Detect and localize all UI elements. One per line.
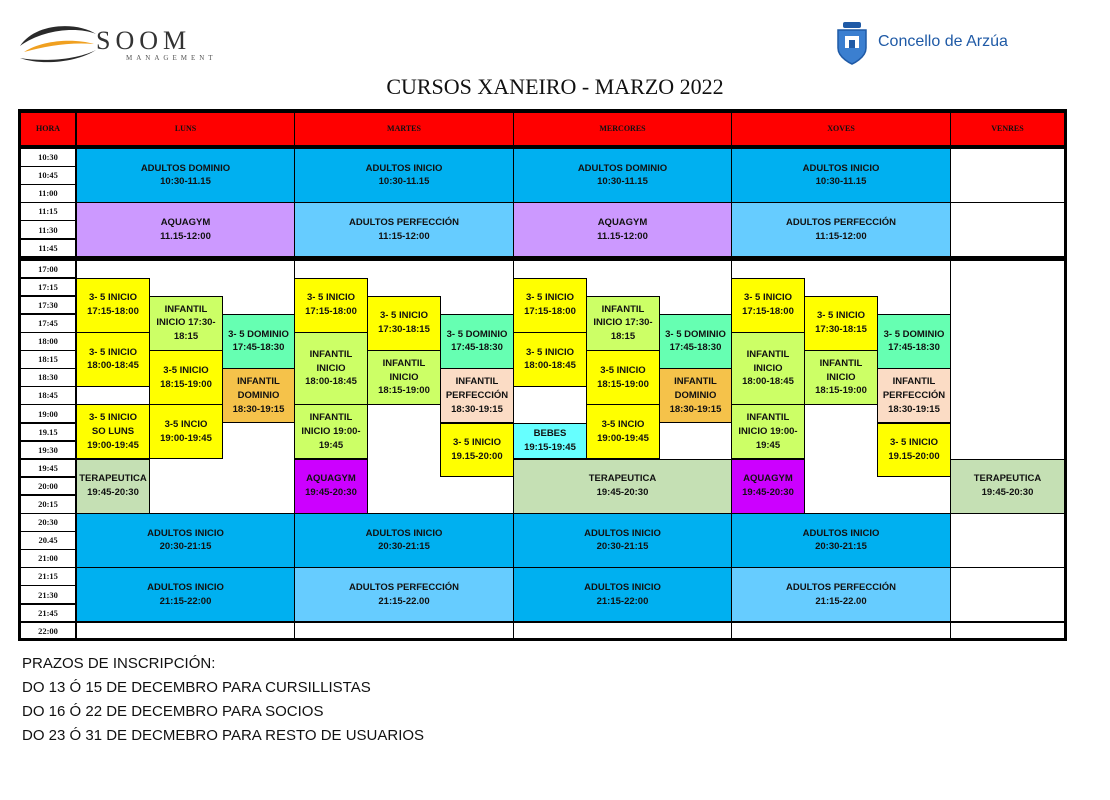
header-day-martes: MARTES <box>294 112 514 146</box>
class-terapeutica: TERAPEUTICA 19:45-20:30 <box>950 459 1065 514</box>
time-slot: 20:00 <box>20 477 76 496</box>
class-adultos-perfeccion: ADULTOS PERFECCIÓN 11:15-12:00 <box>294 202 514 257</box>
class-3-5-dominio: 3- 5 DOMINIO 17:45-18:30 <box>659 314 732 369</box>
class-3-5-inicio: 3- 5 INICIO 17:30-18:15 <box>367 296 441 351</box>
header-day-venres: VENRES <box>950 112 1065 146</box>
notice-heading: PRAZOS DE INSCRIPCIÓN: <box>22 655 216 672</box>
class-adultos-inicio: ADULTOS INICIO 20:30-21:15 <box>513 513 732 568</box>
class-infantil: INFANTIL INICIO 18:00-18:45 <box>294 332 368 405</box>
class-3-5-inicio: 3-5 INICIO 18:15-19:00 <box>149 350 223 405</box>
class-infantil: INFANTIL DOMINIO 18:30-19:15 <box>659 368 732 423</box>
class-3-5-inicio: 3- 5 INICIO 17:15-18:00 <box>76 278 150 333</box>
time-slot: 17:15 <box>20 278 76 297</box>
notice-line-cursillistas: DO 13 Ó 15 DE DECEMBRO PARA CURSILLISTAS <box>22 679 371 696</box>
class-adultos-dominio: ADULTOS DOMINIO 10:30-11.15 <box>76 148 295 203</box>
time-slot: 20:15 <box>20 495 76 514</box>
concello-name: Concello de Arzúa <box>878 33 1008 50</box>
class-infantil: INFANTIL DOMINIO 18:30-19:15 <box>222 368 295 423</box>
time-slot: 19:45 <box>20 459 76 478</box>
class-3-5-inicio: 3- 5 INICIO 18:00-18:45 <box>76 332 150 387</box>
time-slot: 10:45 <box>20 166 76 185</box>
soom-brand-text: SOOM <box>96 26 192 55</box>
class-3-5-dominio: 3- 5 DOMINIO 17:45-18:30 <box>440 314 514 369</box>
class-3-5-inicio: 3-5 INICIO 18:15-19:00 <box>586 350 660 405</box>
header-day-luns: LUNS <box>76 112 295 146</box>
time-slot: 17:00 <box>20 260 76 279</box>
time-slot: 18:45 <box>20 386 76 405</box>
class-3-5-incio: 3-5 INCIO 19:00-19:45 <box>149 404 223 459</box>
time-slot: 11:15 <box>20 202 76 221</box>
class-infantil: INFANTIL INICIO 18:15-19:00 <box>367 350 441 405</box>
registration-notice <box>22 652 424 748</box>
class-3-5-inicio: 3- 5 INICIO 17:15-18:00 <box>513 278 587 333</box>
class-terapeutica: TERAPEUTICA 19:45-20:30 <box>513 459 732 514</box>
time-slot: 18:15 <box>20 350 76 369</box>
class-3-5-inicio: 3- 5 INICIO 17:30-18:15 <box>804 296 878 351</box>
time-slot: 10:30 <box>20 148 76 167</box>
header-day-xoves: XOVES <box>731 112 951 146</box>
class-aquagym: AQUAGYM 11.15-12:00 <box>76 202 295 257</box>
time-slot: 21:15 <box>20 567 76 586</box>
time-slot: 11:00 <box>20 184 76 203</box>
class-3-5-inicio: 3- 5 INICIO 19.15-20:00 <box>440 423 514 478</box>
class-infantil: INFANTIL INICIO 19:00- 19:45 <box>731 404 805 459</box>
time-slot: 21:30 <box>20 585 76 604</box>
class-3-5-inicio: 3- 5 INICIO 17:15-18:00 <box>294 278 368 333</box>
time-slot: 18:00 <box>20 332 76 351</box>
header-hora: HORA <box>20 112 76 146</box>
time-slot: 21:00 <box>20 549 76 568</box>
class-3-5-dominio: 3- 5 DOMINIO 17:45-18:30 <box>877 314 951 369</box>
class-adultos-inicio: ADULTOS INICIO 20:30-21:15 <box>294 513 514 568</box>
class-infantil: INFANTIL INICIO 17:30- 18:15 <box>149 296 223 351</box>
class-bebes: BEBES 19:15-19:45 <box>513 423 587 460</box>
empty-slot <box>950 202 1065 257</box>
time-slot: 11:45 <box>20 239 76 258</box>
empty-slot <box>513 622 732 641</box>
time-slot: 20.45 <box>20 531 76 550</box>
class-infantil: INFANTIL INICIO 18:15-19:00 <box>804 350 878 405</box>
class-3-5-incio: 3-5 INCIO 19:00-19:45 <box>586 404 660 459</box>
class-infantil: INFANTIL PERFECCIÓN 18:30-19:15 <box>877 368 951 423</box>
time-slot: 19:30 <box>20 441 76 460</box>
class-adultos-inicio: ADULTOS INICIO 21:15-22:00 <box>76 567 295 622</box>
time-slot: 21:45 <box>20 604 76 623</box>
section-divider <box>18 257 1067 260</box>
class-adultos-inicio: ADULTOS INICIO 10:30-11.15 <box>294 148 514 203</box>
page-title: CURSOS XANEIRO - MARZO 2022 <box>386 74 724 99</box>
class-infantil: INFANTIL INICIO 18:00-18:45 <box>731 332 805 405</box>
class-adultos-perfeccion: ADULTOS PERFECCIÓN 11:15-12:00 <box>731 202 951 257</box>
empty-slot <box>950 148 1065 203</box>
empty-slot <box>294 622 514 641</box>
time-slot: 17:45 <box>20 314 76 333</box>
time-slot: 22:00 <box>20 622 76 641</box>
class-3-5-inicio: 3- 5 INICIO 19.15-20:00 <box>877 423 951 478</box>
class-terapeutica: TERAPEUTICA 19:45-20:30 <box>76 459 150 514</box>
empty-slot <box>950 513 1065 568</box>
empty-slot <box>950 567 1065 622</box>
class-aquagym: AQUAGYM 11.15-12:00 <box>513 202 732 257</box>
notice-line-usuarios: DO 23 Ó 31 DE DECMEBRO PARA RESTO DE USUARIOS <box>22 727 425 744</box>
class-3-5-inicio: 3- 5 INICIO 17:15-18:00 <box>731 278 805 333</box>
time-slot: 20:30 <box>20 513 76 532</box>
class-adultos-inicio: ADULTOS INICIO 10:30-11.15 <box>731 148 951 203</box>
class-aquagym: AQUAGYM 19:45-20:30 <box>731 459 805 514</box>
class-adultos-dominio: ADULTOS DOMINIO 10:30-11.15 <box>513 148 732 203</box>
time-slot: 11:30 <box>20 220 76 239</box>
class-aquagym: AQUAGYM 19:45-20:30 <box>294 459 368 514</box>
empty-slot <box>950 622 1065 641</box>
class-3-5-inicio: 3- 5 INICIO 18:00-18:45 <box>513 332 587 387</box>
empty-slot <box>76 622 295 641</box>
class-infantil: INFANTIL PERFECCIÓN 18:30-19:15 <box>440 368 514 423</box>
class-3-5-dominio: 3- 5 DOMINIO 17:45-18:30 <box>222 314 295 369</box>
time-slot: 17:30 <box>20 296 76 315</box>
time-slot: 19.15 <box>20 423 76 442</box>
time-slot: 19:00 <box>20 404 76 423</box>
class-3-5-inicio: 3- 5 INICIO SO LUNS 19:00-19:45 <box>76 404 150 459</box>
class-infantil: INFANTIL INICIO 19:00- 19:45 <box>294 404 368 459</box>
class-adultos-inicio: ADULTOS INICIO 21:15-22:00 <box>513 567 732 622</box>
empty-slot <box>731 622 951 641</box>
class-adultos-perfeccion: ADULTOS PERFECCIÓN 21:15-22.00 <box>731 567 951 622</box>
class-infantil: INFANTIL INICIO 17:30- 18:15 <box>586 296 660 351</box>
header-day-mercores: MERCORES <box>513 112 732 146</box>
notice-line-socios: DO 16 Ó 22 DE DECEMBRO PARA SOCIOS <box>22 703 324 720</box>
class-adultos-inicio: ADULTOS INICIO 20:30-21:15 <box>731 513 951 568</box>
time-slot: 18:30 <box>20 368 76 387</box>
soom-tagline: MANAGEMENT <box>126 54 217 62</box>
section-divider <box>18 146 1067 149</box>
class-adultos-perfeccion: ADULTOS PERFECCIÓN 21:15-22.00 <box>294 567 514 622</box>
class-adultos-inicio: ADULTOS INICIO 20:30-21:15 <box>76 513 295 568</box>
